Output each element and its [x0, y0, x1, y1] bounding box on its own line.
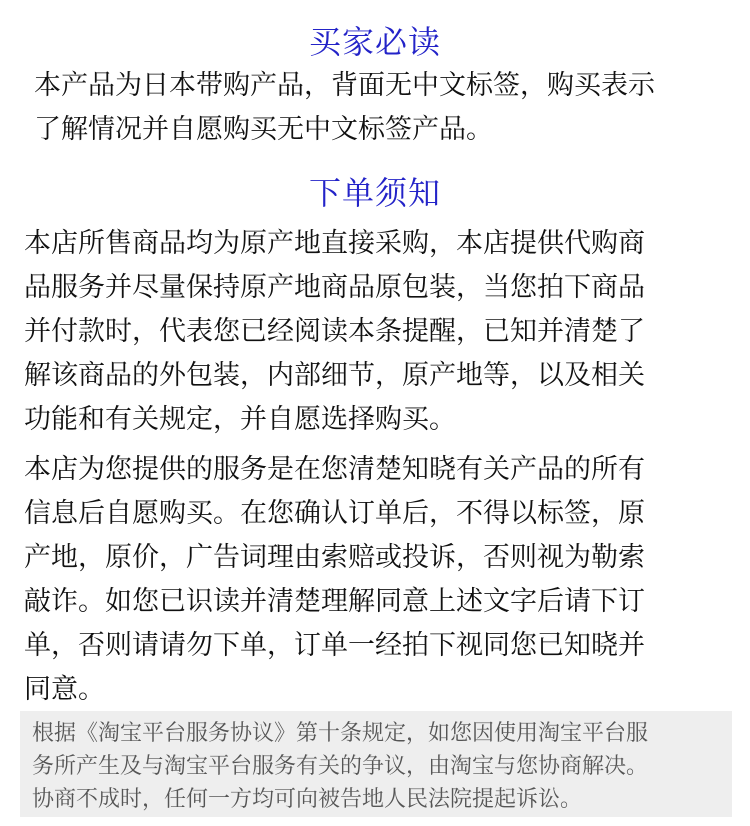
- order-notice-line: 本店为您提供的服务是在您清楚知晓有关产品的所有: [24, 454, 645, 485]
- platform-notice-line: 根据《淘宝平台服务协议》第十条规定，如您因使用淘宝平台服: [32, 721, 649, 746]
- platform-notice-line: 协商不成时，任何一方均可向被告地人民法院提起诉讼。: [32, 787, 583, 812]
- order-notice-line: 敲诈。如您已识读并清楚理解同意上述文字后请下订: [24, 586, 645, 617]
- buyer-notice-text: [34, 64, 655, 152]
- platform-notice-text: [32, 717, 648, 816]
- order-notice-line: 单，否则请请勿下单，订单一经拍下视同您已知晓并: [24, 630, 645, 661]
- order-notice-line: 信息后自愿购买。在您确认订单后，不得以标签，原: [24, 498, 645, 529]
- order-notice-paragraph-1: [24, 222, 645, 442]
- order-notice-title: 下单须知: [308, 174, 441, 212]
- order-notice-line: 产地，原价，广告词理由索赔或投诉，否则视为勒索: [24, 542, 645, 573]
- order-notice-line: 功能和有关规定，并自愿选择购买。: [24, 404, 456, 435]
- buyer-notice-line: 本产品为日本带购产品，背面无中文标签，购买表示: [34, 70, 655, 101]
- order-notice-paragraph-2: [24, 448, 645, 712]
- order-notice-line: 同意。: [24, 674, 105, 705]
- order-notice-line: 本店所售商品均为原产地直接采购，本店提供代购商: [24, 228, 645, 259]
- platform-notice-line: 务所产生及与淘宝平台服务有关的争议，由淘宝与您协商解决。: [32, 754, 649, 779]
- order-notice-line: 并付款时，代表您已经阅读本条提醒，已知并清楚了: [24, 316, 645, 347]
- platform-notice-box: [20, 711, 732, 817]
- buyer-notice-title: 买家必读: [308, 23, 441, 61]
- buyer-notice-line: 了解情况并自愿购买无中文标签产品。: [34, 114, 493, 145]
- order-notice-line: 品服务并尽量保持原产地商品原包装，当您拍下商品: [24, 272, 645, 303]
- order-notice-line: 解该商品的外包装，内部细节，原产地等，以及相关: [24, 360, 645, 391]
